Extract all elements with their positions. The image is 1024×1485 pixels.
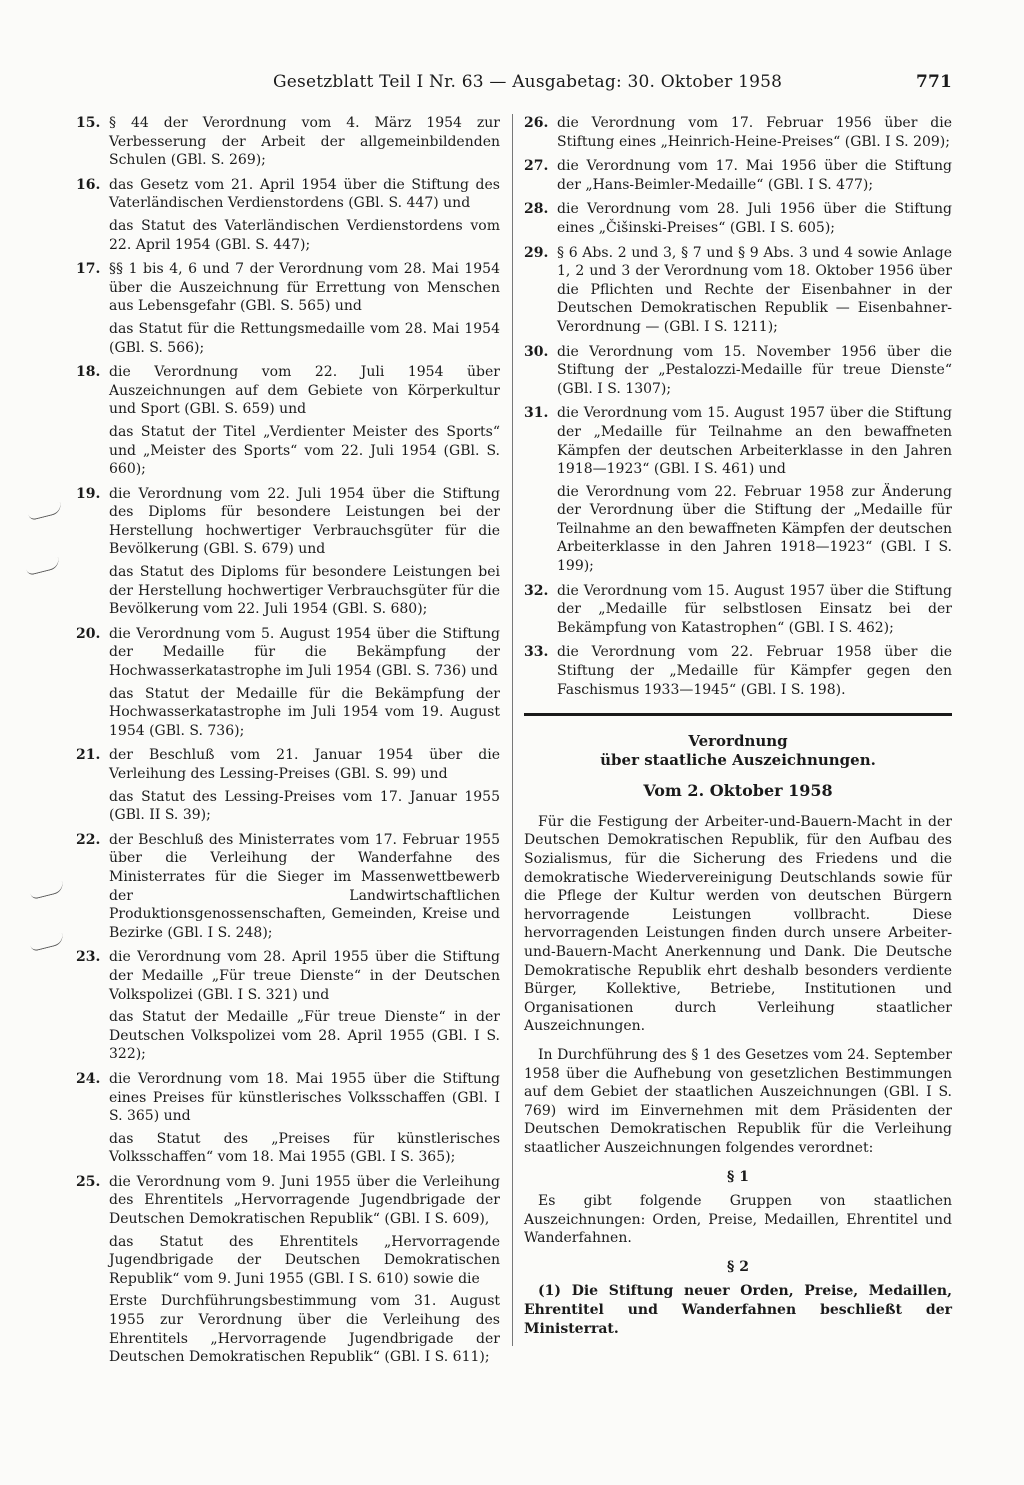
item-text: das Statut der Medaille für die Bekämpfung der Hochwasserkatastrophe im Juli 1954 vom 19. August 1954 (GBl. S. 736);	[109, 685, 500, 739]
item-number: 24.	[76, 1070, 101, 1087]
margin-tick-mark	[29, 933, 65, 952]
list-item	[76, 1173, 500, 1367]
item-number: 25.	[76, 1173, 101, 1190]
item-text: § 6 Abs. 2 und 3, § 7 und § 9 Abs. 3 und 4 sowie Anlage 1, 2 und 3 der Verordnung vom 18. Oktober 1956 über die Pflichten und Rechte der Eisenbahner in der Deutschen Demokratischen Republik — Eisenbahner-Verordnung — (GBl. I S. 1211);	[557, 244, 952, 335]
item-number: 22.	[76, 831, 101, 848]
item-text: Erste Durchführungsbestimmung vom 31. August 1955 zur Verordnung über die Verleihung des Ehrentitels „Hervorragende Jugendbrigade der Deutschen Demokratischen Republik“ (GBl. I S. 611);	[109, 1293, 500, 1366]
item-text: das Gesetz vom 21. April 1954 über die Stiftung des Vaterländischen Verdienstordens (GBl. S. 447) und	[109, 176, 500, 212]
item-number: 23.	[76, 949, 101, 966]
item-number: 31.	[524, 405, 549, 422]
section-divider	[524, 713, 952, 716]
item-text: die Verordnung vom 15. November 1956 über die Stiftung der „Pestalozzi-Medaille für treue Dienste“ (GBl. I S. 1307);	[557, 343, 952, 397]
item-text: die Verordnung vom 22. Juli 1954 über die Stiftung des Diploms für besondere Leistungen bei der Herstellung hochwertiger Verbrauchsgüter für die Bevölkerung (GBl. S. 679) und	[109, 485, 500, 558]
item-number: 29.	[524, 244, 549, 261]
list-item	[524, 343, 952, 399]
list-item	[76, 114, 500, 170]
item-text: die Verordnung vom 15. August 1957 über die Stiftung der „Medaille für selbstlosen Einsatz bei der Bekämpfung von Katastrophen“ (GBl. I S. 462);	[557, 582, 952, 636]
item-text: das Statut des „Preises für künstlerisches Volksschaffen“ vom 18. Mai 1955 (GBl. I S. 365);	[109, 1130, 500, 1166]
section-text: Es gibt folgende Gruppen von staatlichen Auszeichnungen: Orden, Preise, Medaillen, Ehrentitel und Wanderfahnen.	[524, 1193, 952, 1247]
item-text: die Verordnung vom 18. Mai 1955 über die Stiftung eines Preises für künstlerisches Volksschaffen (GBl. I S. 365) und	[109, 1070, 500, 1125]
list-item	[524, 114, 952, 151]
margin-tick-mark	[25, 557, 61, 576]
left-column	[76, 114, 500, 1373]
item-text: die Verordnung vom 22. Februar 1958 über die Stiftung der „Medaille für Kämpfer gegen den Faschismus 1933—1945“ (GBl. I S. 198).	[557, 644, 952, 698]
item-text: das Statut der Medaille „Für treue Dienste“ in der Deutschen Volkspolizei vom 28. April 1955 (GBl. I S. 322);	[109, 1009, 500, 1063]
item-number: 17.	[76, 261, 101, 278]
item-text: der Beschluß des Ministerrates vom 17. Februar 1955 über die Verleihung der Wanderfahne des Ministerrates für die Sieger im Massenwettbewerb der Landwirtschaftlichen Produktionsgenossenschaften, Gemeinden, Kreise und Bezirke (GBl. I S. 248);	[109, 831, 500, 941]
item-number: 18.	[76, 364, 101, 381]
list-item	[76, 1070, 500, 1167]
list-item	[524, 200, 952, 237]
page-number: 771	[916, 72, 953, 92]
list-item	[76, 948, 500, 1064]
item-text: die Verordnung vom 28. April 1955 über die Stiftung der Medaille „Für treue Dienste“ in der Deutschen Volkspolizei (GBl. I S. 321) und	[109, 949, 500, 1003]
item-text: das Statut der Titel „Verdienter Meister des Sports“ und „Meister des Sports“ vom 22. Juli 1954 (GBl. S. 660);	[109, 423, 500, 478]
item-text: das Statut des Lessing-Preises vom 17. Januar 1955 (GBl. II S. 39);	[109, 788, 500, 824]
list-item	[76, 485, 500, 619]
list-item	[76, 746, 500, 824]
item-number: 28.	[524, 201, 549, 218]
item-text: die Verordnung vom 17. Februar 1956 über die Stiftung eines „Heinrich-Heine-Preises“ (GBl. I S. 209);	[557, 115, 952, 150]
decree-title	[524, 732, 952, 770]
list-item	[524, 404, 952, 575]
item-number: 21.	[76, 747, 101, 764]
margin-tick-mark	[29, 881, 65, 900]
list-item	[76, 625, 500, 741]
margin-tick-mark	[27, 502, 63, 521]
item-text: das Statut des Vaterländischen Verdienstordens vom 22. April 1954 (GBl. S. 447);	[109, 217, 500, 253]
list-item	[76, 260, 500, 357]
item-number: 30.	[524, 343, 549, 360]
item-text: das Statut für die Rettungsmedaille vom 28. Mai 1954 (GBl. S. 566);	[109, 320, 500, 356]
item-number: 32.	[524, 582, 549, 599]
item-text: das Statut des Diploms für besondere Leistungen bei der Herstellung hochwertiger Verbrauchsgüter für die Bevölkerung vom 22. Juli 1954 (GBl. S. 680);	[109, 564, 500, 618]
item-text: die Verordnung vom 22. Juli 1954 über Auszeichnungen auf dem Gebiete von Körperkultur und Sport (GBl. S. 659) und	[109, 364, 500, 418]
page-header	[0, 70, 1024, 96]
list-item	[76, 363, 500, 479]
preamble-paragraph: In Durchführung des § 1 des Gesetzes vom 24. September 1958 über die Aufhebung von gesetzlichen Bestimmungen auf dem Gebiet der staatlichen Auszeichnungen (GBl. I S. 769) wird im Einvernehmen mit dem Präsidenten der Deutschen Demokratischen Republik für die Verleihung staatlicher Auszeichnungen folgendes verordnet:	[524, 1046, 952, 1156]
section-mark: § 2	[727, 1258, 749, 1275]
decree-date: Vom 2. Oktober 1958	[643, 781, 833, 801]
item-number: 15.	[76, 115, 101, 131]
item-number: 19.	[76, 485, 101, 502]
list-item	[76, 176, 500, 254]
list-item	[524, 157, 952, 194]
item-number: 20.	[76, 625, 101, 642]
section-mark: § 1	[727, 1168, 749, 1185]
item-number: 27.	[524, 158, 549, 175]
item-text: der Beschluß vom 21. Januar 1954 über die Verleihung des Lessing-Preises (GBl. S. 99) und	[109, 747, 500, 782]
item-text: die Verordnung vom 5. August 1954 über die Stiftung der Medaille für die Bekämpfung der Hochwasserkatastrophe im Juli 1954 (GBl. S. 736) und	[109, 625, 500, 680]
item-text: §§ 1 bis 4, 6 und 7 der Verordnung vom 28. Mai 1954 über die Auszeichnung für Errettung von Menschen aus Lebensgefahr (GBl. S. 565) und	[109, 261, 500, 315]
item-number: 26.	[524, 115, 549, 131]
preamble-paragraph: Für die Festigung der Arbeiter-und-Bauern-Macht in der Deutschen Demokratischen Republik, für den Aufbau des Sozialismus, für die Sicherung des Friedens und die demokratische Wiedervereinigung Deutschlands sowie für die Pflege der Kultur werden von deutschen Bürgern hervorragende Leistungen vollbracht. Diese hervorragenden Leistungen finden durch unsere Arbeiter-und-Bauern-Macht Anerkennung und Dank. Die Deutsche Demokratische Republik ehrt deshalb besonders verdiente Bürger, Kollektive, Betriebe, Institutionen und Organisationen durch Verleihung staatlicher Auszeichnungen.	[524, 813, 952, 1035]
list-item	[524, 244, 952, 337]
item-text: die Verordnung vom 28. Juli 1956 über die Stiftung eines „Čišinski-Preises“ (GBl. I S. 605);	[557, 201, 952, 236]
item-number: 33.	[524, 644, 549, 661]
item-number: 16.	[76, 176, 101, 193]
decree-title-line: Verordnung	[688, 732, 788, 751]
item-text: § 44 der Verordnung vom 4. März 1954 zur Verbesserung der Arbeit der allgemeinbildenden Schulen (GBl. S. 269);	[109, 115, 500, 169]
column-divider	[512, 114, 513, 1346]
list-item	[524, 582, 952, 638]
item-text: die Verordnung vom 15. August 1957 über die Stiftung der „Medaille für Teilnahme an den bewaffneten Kämpfen der deutschen Arbeiterklasse in den Jahren 1918—1923“ (GBl. I S. 461) und	[557, 405, 952, 478]
item-text: die Verordnung vom 9. Juni 1955 über die Verleihung des Ehrentitels „Hervorragende Jugendbrigade der Deutschen Demokratischen Republik“ (GBl. I S. 609),	[109, 1173, 500, 1228]
section-text: (1) Die Stiftung neuer Orden, Preise, Medaillen, Ehrentitel und Wanderfahnen beschließt der Ministerrat.	[524, 1283, 952, 1337]
right-column	[524, 114, 952, 1348]
list-item	[76, 831, 500, 943]
item-text: die Verordnung vom 22. Februar 1958 zur Änderung der Verordnung über die Stiftung der „Medaille für Teilnahme an den bewaffneten Kämpfen der deutschen Arbeiterklasse in den Jahren 1918—1923“ (GBl. I S. 199);	[557, 483, 952, 575]
item-text: die Verordnung vom 17. Mai 1956 über die Stiftung der „Hans-Beimler-Medaille“ (GBl. I S. 477);	[557, 158, 952, 193]
item-text: das Statut des Ehrentitels „Hervorragende Jugendbrigade der Deutschen Demokratischen Republik“ vom 9. Juni 1955 (GBl. I S. 610) sowie die	[109, 1233, 500, 1287]
decree-title-line: über staatliche Auszeichnungen.	[600, 751, 876, 770]
running-title: Gesetzblatt Teil I Nr. 63 — Ausgabetag: 30. Oktober 1958	[273, 72, 783, 92]
list-item	[524, 643, 952, 699]
